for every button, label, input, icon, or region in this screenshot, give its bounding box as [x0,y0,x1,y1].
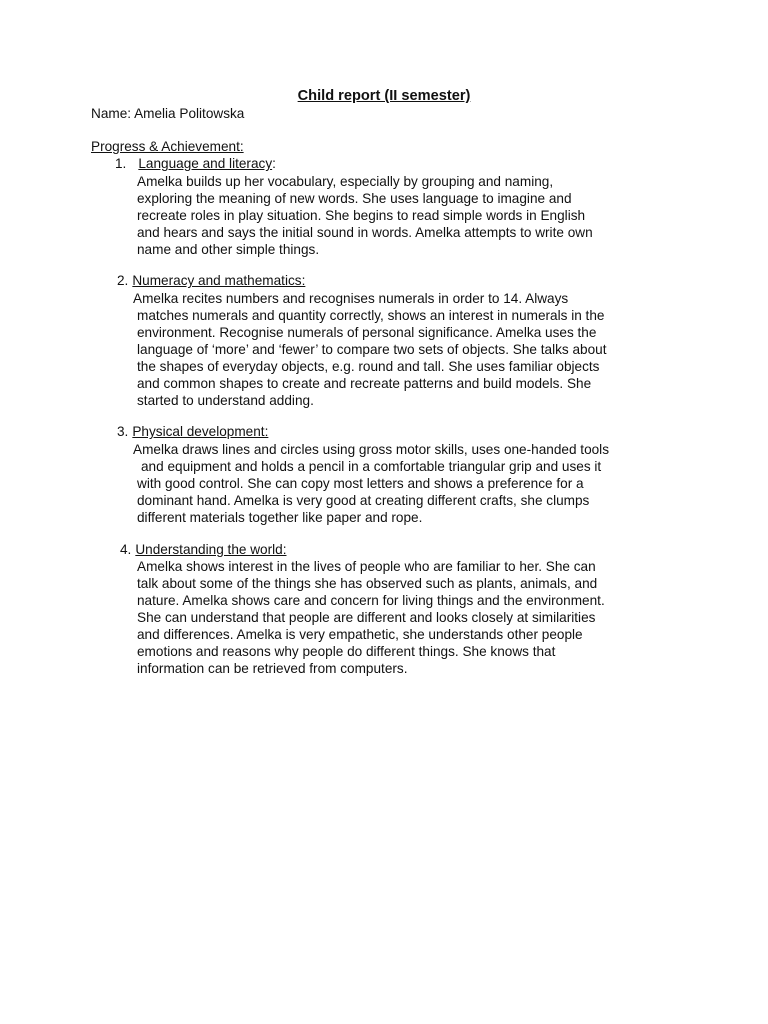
section-text-line: Amelka builds up her vocabulary, especially by grouping and naming, [137,174,554,189]
section-label: Physical development: [132,424,269,439]
section-text-line: and hears and says the initial sound in words. Amelka attempts to write own [137,225,593,240]
section-heading [115,154,276,174]
section-text-line: Amelka shows interest in the lives of people who are familiar to her. She can [137,559,596,574]
section-text-line: started to understand adding. [137,393,314,408]
section-text-line: talk about some of the things she has observed such as plants, animals, and [137,576,598,591]
section-text-line: with good control. She can copy most letters and shows a preference for a [137,476,584,491]
section-heading [120,540,286,560]
section-text-line: emotions and reasons why people do different things. She knows that [137,644,556,659]
child-name: Name: Amelia Politowska [91,106,245,121]
section-text-line: Amelka draws lines and circles using gross motor skills, uses one-handed tools [133,442,610,457]
section-text-line: Amelka recites numbers and recognises numerals in order to 14. Always [133,291,569,306]
section-text-line: and differences. Amelka is very empathetic, she understands other people [137,627,583,642]
section-text-line: language of ‘more’ and ‘fewer’ to compare two sets of objects. She talks about [137,342,607,357]
section-number: 1. [115,156,127,171]
section-text-line: and common shapes to create and recreate patterns and build models. She [137,376,592,391]
section-text-line: environment. Recognise numerals of personal significance. Amelka uses the [137,325,597,340]
section-text-line: different materials together like paper and rope. [137,510,423,525]
section-text-line: She can understand that people are different and looks closely at similarities [137,610,596,625]
section-number: 3. [117,424,129,439]
section-number: 4. [120,542,132,557]
section-text-line: matches numerals and quantity correctly, shows an interest in numerals in the [137,308,605,323]
section-label-suffix: : [272,156,276,171]
section-text-line: name and other simple things. [137,242,320,257]
section-text-line: recreate roles in play situation. She begins to read simple words in English [137,208,586,223]
report-title: Child report (II semester) [297,88,471,104]
section-text-line: exploring the meaning of new words. She uses language to imagine and [137,191,572,206]
section-text-line: and equipment and holds a pencil in a comfortable triangular grip and uses it [141,459,602,474]
section-label: Numeracy and mathematics: [132,273,306,288]
progress-heading: Progress & Achievement: [91,139,244,154]
section-text-line: dominant hand. Amelka is very good at creating different crafts, she clumps [137,493,590,508]
section-text-line: the shapes of everyday objects, e.g. round and tall. She uses familiar objects [137,359,600,374]
section-heading [117,271,305,291]
section-text-line: nature. Amelka shows care and concern for living things and the environment. [137,593,605,608]
section-label: Language and literacy [138,156,273,171]
section-label: Understanding the world: [135,542,287,557]
section-text-line: information can be retrieved from computers. [137,661,408,676]
section-number: 2. [117,273,129,288]
section-heading [117,422,268,442]
